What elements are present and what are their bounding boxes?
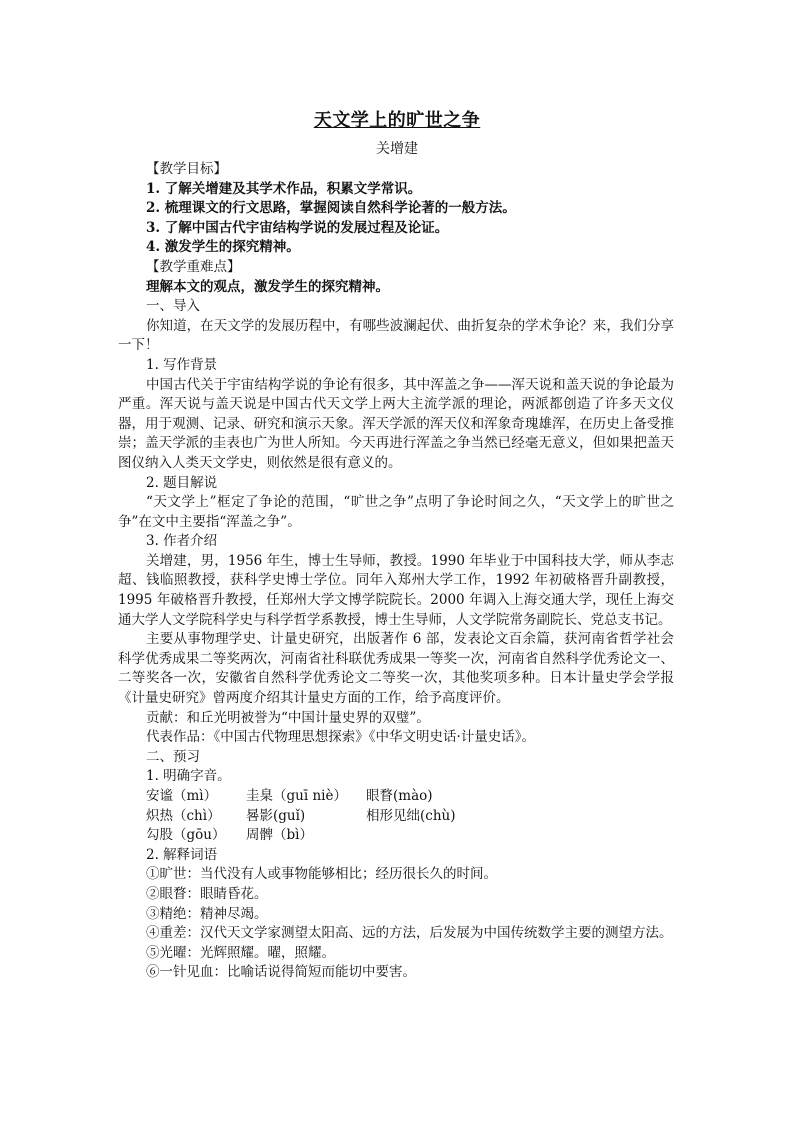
pronunciation-row (118, 787, 674, 807)
keypoints-heading: 【教学重难点】 (146, 258, 241, 275)
pronunciation-row (118, 807, 674, 827)
goal-item: 3. 了解中国古代宇宙结构学说的发展过程及论证。 (146, 219, 449, 236)
author-intro-paragraph: 关增建，男，1956 年生，博士生导师，教授。1990 年毕业于中国科技大学，师从李志超、钱临照教授，获科学史博士学位。同年入郑州大学工作，1992 年初破格晋升副教授，1995 年破格晋升教授，任郑州大学文博学院院长。2000 年调入上海交通大学，现任上海交通大学人文学院科学史与科学哲学系教授，博士生导师，人文学院常务副院长、党总支书记。 (118, 552, 674, 628)
goal-item: 2. 梳理课文的行文思路，掌握阅读自然科学论著的一般方法。 (146, 200, 516, 217)
pronunciation-item: 相形见绌(chù) (366, 807, 456, 824)
vocab-item: ⑥一针见血：比喻话说得简短而能切中要害。 (146, 964, 416, 981)
pronunciation-item: 周髀（bì） (246, 827, 313, 844)
document-body (118, 160, 674, 983)
pronunciation-item: 勾股（gōu） (146, 827, 226, 844)
intro-text: 你知道，在天文学的发展历程中，有哪些波澜起伏、曲折复杂的学术争论？来，我们分享一下！ (118, 317, 674, 354)
pronunciation-item: 晷影(guǐ) (246, 807, 306, 824)
author-intro-paragraph: 主要从事物理学史、计量史研究，出版著作 6 部，发表论文百余篇，获河南省哲学社会科学优秀成果二等奖两次，河南省社科联优秀成果一等奖一次，河南省自然科学优秀论文一、二等奖各一次，安徽省自然科学优秀论文二等奖一次，其他奖项多种。日本计量史学会学报《计量史研究》曾两度介绍其计量史方面的工作，给予高度评价。 (118, 631, 674, 707)
pronunciation-item: 圭臬（guī niè） (246, 788, 347, 804)
vocab-heading: 2. 解释词语 (146, 846, 218, 863)
vocab-item: ③精绝：精神尽竭。 (146, 905, 268, 922)
title-explain-text: “天文学上”框定了争论的范围，“旷世之争”点明了争论时间之久，“天文学上的旷世之争”在文中主要指“浑盖之争”。 (118, 494, 674, 530)
vocab-item: ⑤光曜：光辉照耀。曜，照耀。 (146, 944, 335, 961)
pronunciation-item: 炽热（chì） (146, 807, 221, 824)
goal-item: 4. 激发学生的探究精神。 (146, 239, 300, 256)
pronunciation-item: 眼瞀(mào) (366, 788, 433, 804)
background-text: 中国古代关于宇宙结构学说的争论有很多，其中浑盖之争——浑天说和盖天说的争论最为严重。浑天说与盖天说是中国古代天文学上两大主流学派的理论，两派都创造了许多天文仪器，用于观测、记录、研究和演示天象。浑天学派的浑天仪和浑象奇瑰雄浑，在历史上备受推崇；盖天学派的圭表也广为世人所知。今天再进行浑盖之争当然已经毫无意义，但如果把盖天图仪纳入人类天文学史，则依然是很有意义的。 (118, 376, 674, 471)
keypoints-text: 理解本文的观点，激发学生的探究精神。 (146, 278, 389, 295)
document-title: 天文学上的旷世之争 (313, 110, 481, 131)
pronunciation-heading: 1. 明确字音。 (146, 768, 231, 785)
goals-heading: 【教学目标】 (146, 161, 227, 177)
author-contribution: 贡献：和丘光明被誉为“中国计量史界的双璧”。 (146, 709, 430, 726)
author-intro-heading: 3. 作者介绍 (146, 533, 218, 550)
vocab-item: ①旷世：当代没有人或事物能够相比；经历很长久的时间。 (146, 866, 497, 883)
preview-heading: 二、预习 (146, 748, 200, 765)
document-author: 关增建 (376, 141, 418, 157)
vocab-item: ④重差：汉代天文学家测望太阳高、远的方法，后发展为中国传统数学主要的测望方法。 (146, 925, 673, 942)
vocab-item: ②眼瞀：眼睛昏花。 (146, 885, 268, 902)
intro-heading: 一、导入 (146, 298, 200, 315)
pronunciation-row (118, 826, 674, 846)
author-works: 代表作品：《中国古代物理思想探索》《中华文明史话·计量史话》。 (146, 729, 536, 746)
title-explain-heading: 2. 题目解说 (146, 474, 218, 491)
pronunciation-item: 安谧（mì） (146, 788, 218, 804)
background-heading: 1. 写作背景 (146, 356, 218, 373)
goal-item: 1. 了解关增建及其学术作品，积累文学常识。 (146, 180, 422, 197)
